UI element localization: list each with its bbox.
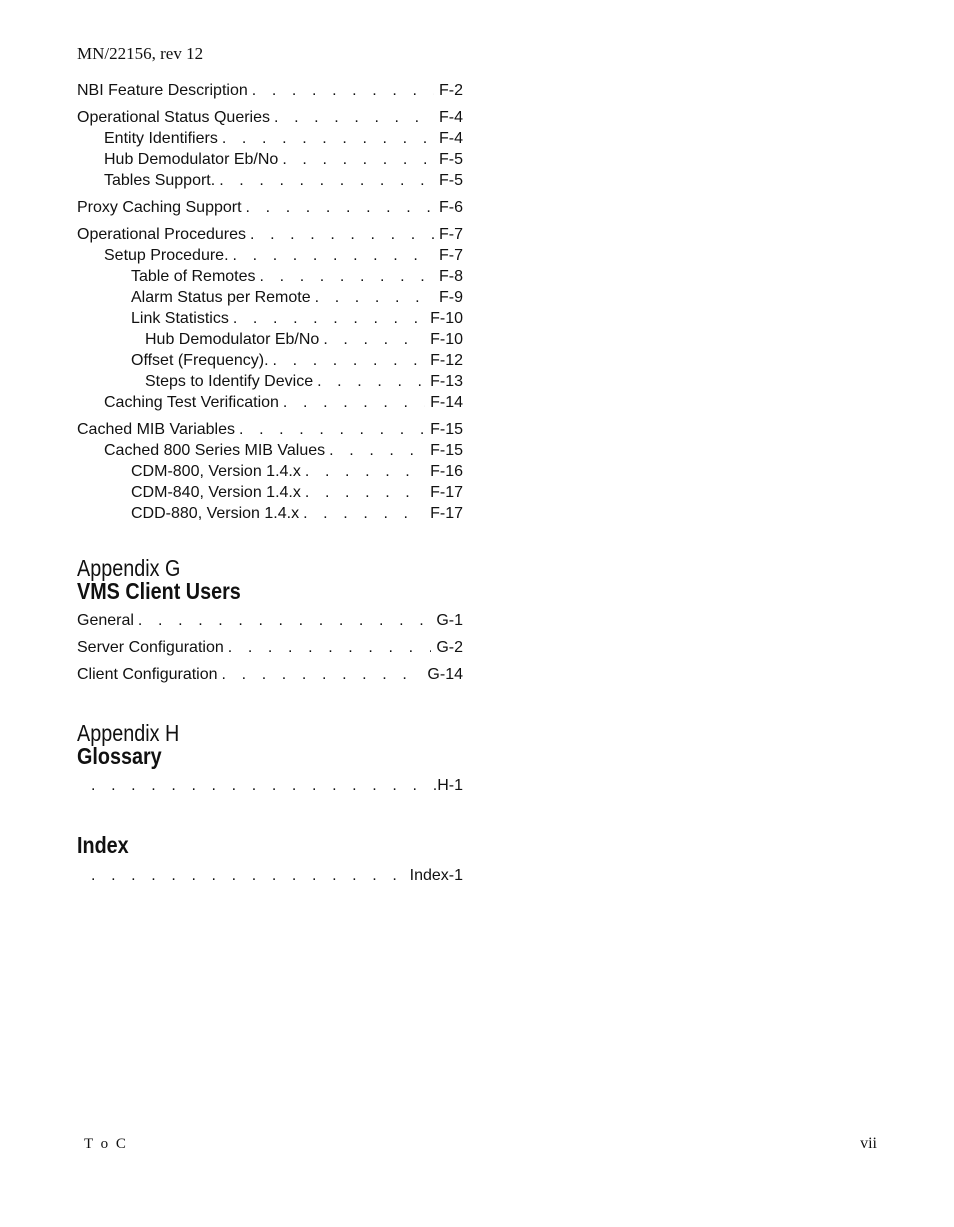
toc-entry-title: Alarm Status per Remote — [131, 289, 311, 306]
toc-entry-page: G-14 — [427, 666, 463, 683]
toc-entry[interactable] — [77, 80, 463, 101]
appendix-h-title: Glossary — [77, 743, 162, 769]
toc-entry[interactable] — [77, 664, 463, 685]
toc-entry[interactable] — [77, 392, 463, 413]
toc-entry-page: G-2 — [436, 639, 463, 656]
toc-entry-page: F-8 — [439, 268, 463, 285]
toc-entry[interactable] — [77, 419, 463, 440]
toc-dot-leader — [222, 128, 434, 149]
toc-entry-page: F-4 — [439, 109, 463, 126]
toc-dot-leader — [252, 80, 434, 101]
toc-entry-title: Steps to Identify Device — [145, 373, 314, 390]
toc-entry[interactable] — [77, 149, 463, 170]
toc-entry-page: F-7 — [439, 226, 463, 243]
toc-entry-title: Client Configuration — [77, 666, 218, 683]
toc-dot-leader — [91, 775, 433, 796]
toc-entry-page: F-10 — [430, 331, 463, 348]
appendix-g-label: Appendix G — [77, 555, 181, 581]
toc-dot-leader — [250, 224, 434, 245]
toc-entry-page: F-5 — [439, 151, 463, 168]
appendix-g-heading — [77, 557, 241, 603]
toc-entry[interactable] — [77, 775, 463, 796]
toc-entry[interactable] — [77, 107, 463, 128]
toc-dot-leader — [303, 503, 425, 524]
index-heading: Index — [77, 832, 129, 858]
appendix-h-label: Appendix H — [77, 720, 180, 746]
toc-entry-page: .H-1 — [432, 777, 463, 794]
toc-entry[interactable] — [77, 440, 463, 461]
toc-entry[interactable] — [77, 461, 463, 482]
toc-entry[interactable] — [77, 637, 463, 658]
toc-entry-title: Setup Procedure. — [104, 247, 229, 264]
toc-dot-leader — [315, 287, 434, 308]
toc-dot-leader — [260, 266, 434, 287]
toc-dot-leader — [233, 245, 434, 266]
toc-dot-leader — [305, 461, 425, 482]
toc-entry-page: F-17 — [430, 484, 463, 501]
toc-entry[interactable] — [77, 865, 463, 886]
footer-page-number: vii — [860, 1135, 877, 1152]
toc-entry[interactable] — [77, 610, 463, 631]
toc-entry[interactable] — [77, 350, 463, 371]
toc-dot-leader — [239, 419, 425, 440]
toc-entry[interactable] — [77, 503, 463, 524]
toc-entry[interactable] — [77, 266, 463, 287]
toc-entry-page: F-17 — [430, 505, 463, 522]
toc-entry-title: Link Statistics — [131, 310, 229, 327]
toc-entry-title: Table of Remotes — [131, 268, 256, 285]
toc-dot-leader — [233, 308, 425, 329]
toc-entry-page: F-7 — [439, 247, 463, 264]
toc-entry[interactable] — [77, 482, 463, 503]
toc-entry[interactable] — [77, 197, 463, 218]
toc-appendix-g-list — [77, 610, 463, 685]
toc-dot-leader — [317, 371, 425, 392]
toc-entry-page: F-4 — [439, 130, 463, 147]
toc-dot-leader — [246, 197, 434, 218]
toc-entry[interactable] — [77, 224, 463, 245]
toc-dot-leader — [282, 149, 434, 170]
toc-entry[interactable] — [77, 308, 463, 329]
toc-appendix-f-list — [77, 80, 463, 524]
toc-entry-page: F-13 — [430, 373, 463, 390]
toc-entry-page: F-5 — [439, 172, 463, 189]
toc-entry-title: General — [77, 612, 134, 629]
toc-entry-title: Offset (Frequency). — [131, 352, 269, 369]
toc-entry-page: F-2 — [439, 82, 463, 99]
toc-dot-leader — [274, 107, 434, 128]
toc-entry[interactable] — [77, 170, 463, 191]
toc-dot-leader — [138, 610, 431, 631]
toc-entry-title: NBI Feature Description — [77, 82, 248, 99]
toc-entry-title: Tables Support. — [104, 172, 216, 189]
appendix-g-title: VMS Client Users — [77, 578, 241, 604]
toc-index-list — [77, 865, 463, 886]
toc-dot-leader — [91, 865, 400, 886]
toc-entry[interactable] — [77, 245, 463, 266]
toc-entry-title: Entity Identifiers — [104, 130, 218, 147]
toc-entry-title: CDM-840, Version 1.4.x — [131, 484, 301, 501]
toc-appendix-h-list — [77, 775, 463, 796]
toc-dot-leader — [273, 350, 426, 371]
toc-dot-leader — [219, 170, 434, 191]
toc-dot-leader — [222, 664, 423, 685]
document-id: MN/22156, rev 12 — [77, 44, 204, 63]
footer-section-label: T o C — [84, 1136, 128, 1152]
toc-dot-leader — [228, 637, 432, 658]
toc-entry[interactable] — [77, 128, 463, 149]
toc-entry-page: F-15 — [430, 421, 463, 438]
toc-entry-title: CDD-880, Version 1.4.x — [131, 505, 300, 522]
toc-entry-title: Server Configuration — [77, 639, 224, 656]
toc-entry-title: Hub Demodulator Eb/No — [104, 151, 279, 168]
toc-entry-page: F-15 — [430, 442, 463, 459]
toc-entry-page: Index-1 — [409, 867, 463, 884]
toc-entry-page: F-9 — [439, 289, 463, 306]
toc-entry[interactable] — [77, 371, 463, 392]
toc-entry-title: Operational Status Queries — [77, 109, 270, 126]
toc-dot-leader — [329, 440, 425, 461]
toc-entry-page: F-12 — [430, 352, 463, 369]
toc-entry-title: Cached 800 Series MIB Values — [104, 442, 326, 459]
toc-entry-page: G-1 — [436, 612, 463, 629]
toc-entry-page: F-6 — [439, 199, 463, 216]
toc-dot-leader — [283, 392, 425, 413]
toc-entry-title: Operational Procedures — [77, 226, 246, 243]
toc-entry[interactable] — [77, 287, 463, 308]
toc-entry-title: Caching Test Verification — [104, 394, 279, 411]
toc-entry-page: F-14 — [430, 394, 463, 411]
toc-entry-page: F-10 — [430, 310, 463, 327]
toc-dot-leader — [323, 329, 425, 350]
toc-entry-page: F-16 — [430, 463, 463, 480]
toc-entry[interactable] — [77, 329, 463, 350]
toc-entry-title: Hub Demodulator Eb/No — [145, 331, 320, 348]
toc-dot-leader — [305, 482, 425, 503]
toc-entry-title: CDM-800, Version 1.4.x — [131, 463, 301, 480]
toc-entry-title: Cached MIB Variables — [77, 421, 235, 438]
toc-entry-title: Proxy Caching Support — [77, 199, 242, 216]
appendix-h-heading — [77, 722, 179, 768]
